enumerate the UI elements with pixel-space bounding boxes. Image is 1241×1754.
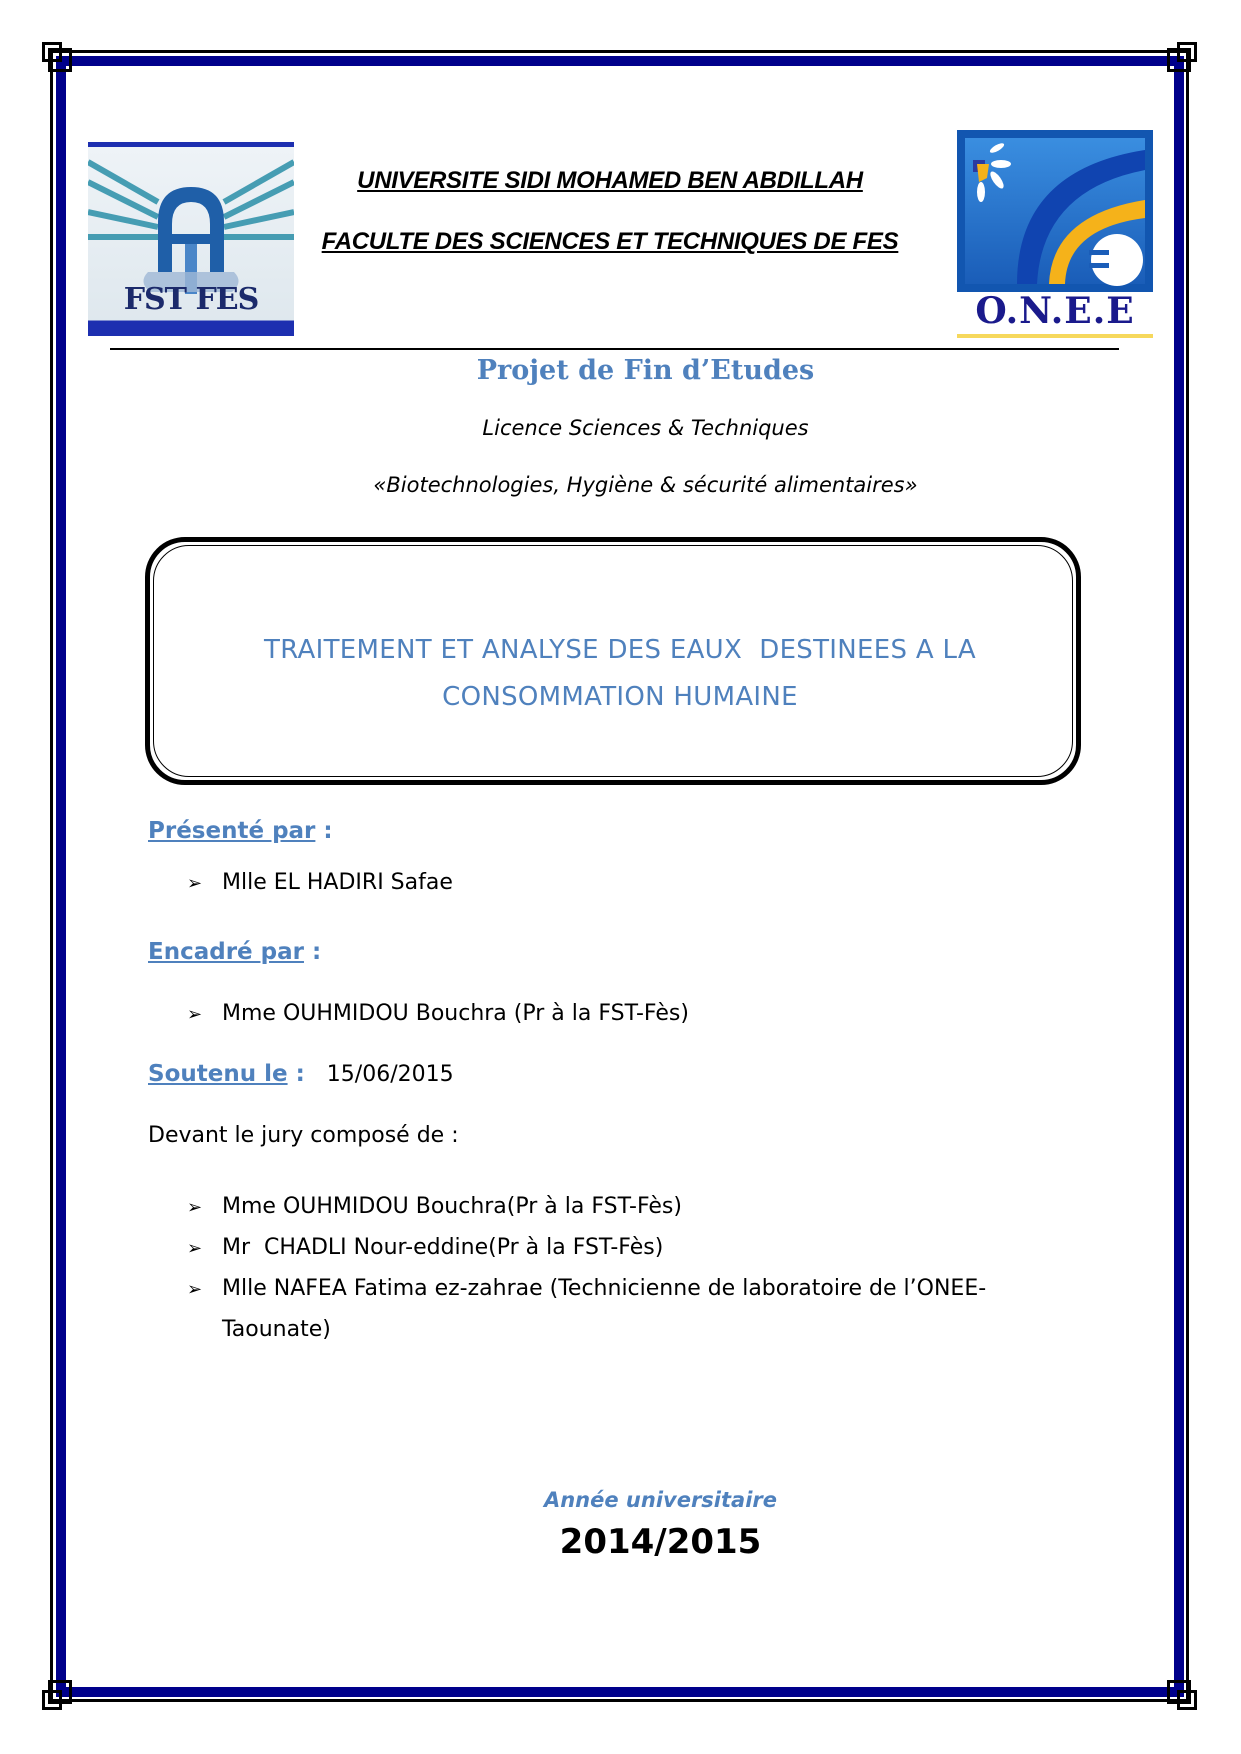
arrow-bullet-icon: ➢	[187, 1197, 203, 1218]
jury-member-name: Mme OUHMIDOU Bouchra(Pr à la FST-Fès)	[222, 1194, 682, 1219]
presented-by-label	[148, 818, 333, 844]
presented-by-text: Présenté par	[148, 818, 316, 844]
presented-by-colon: :	[323, 818, 333, 844]
jury-member-continuation: Taounate)	[222, 1317, 331, 1342]
jury-member-name: Mlle NAFEA Fatima ez-zahrae (Technicienne de laboratoire de l’ONEE-	[222, 1276, 987, 1301]
degree-label: Licence Sciences & Techniques	[482, 416, 809, 440]
onee-logo	[957, 100, 1153, 340]
border-corner-ornament	[1177, 42, 1197, 62]
jury-member	[187, 1228, 986, 1269]
border-corner-ornament	[42, 1690, 62, 1710]
fst-fes-logo	[88, 142, 294, 336]
thesis-title	[160, 627, 1080, 721]
onee-logo-underline	[957, 334, 1153, 338]
jury-member	[187, 1269, 986, 1310]
arrow-bullet-icon: ➢	[187, 1004, 203, 1025]
faculty-name: FACULTE DES SCIENCES ET TECHNIQUES DE FES	[321, 228, 899, 255]
jury-member-name: Mr CHADLI Nour-eddine(Pr à la FST-Fès)	[222, 1235, 664, 1260]
arrow-bullet-icon: ➢	[187, 1238, 203, 1259]
supervisor-item	[187, 1001, 689, 1026]
thesis-title-line-2: CONSOMMATION HUMAINE	[442, 682, 798, 712]
presenter-item	[187, 870, 453, 895]
jury-list	[187, 1187, 986, 1350]
arrow-bullet-icon: ➢	[187, 873, 203, 894]
border-corner-ornament	[42, 42, 62, 62]
academic-year-label: Année universitaire	[543, 1488, 778, 1512]
thesis-title-line-1: TRAITEMENT ET ANALYSE DES EAUX DESTINEES A LA	[264, 635, 976, 665]
academic-year-value: 2014/2015	[559, 1522, 762, 1562]
defense-label	[148, 1061, 305, 1087]
defense-date: 15/06/2015	[326, 1062, 454, 1087]
fst-logo-text: FST FES	[123, 282, 259, 317]
university-name: UNIVERSITE SIDI MOHAMED BEN ABDILLAH	[357, 167, 863, 194]
defense-colon: :	[295, 1061, 305, 1087]
specialty-label: «Biotechnologies, Hygiène & sécurité alimentaires»	[373, 473, 918, 497]
jury-intro: Devant le jury composé de :	[148, 1123, 459, 1148]
header-divider	[110, 348, 1119, 350]
onee-logo-text: O.N.E.E	[975, 290, 1135, 332]
supervised-by-text: Encadré par	[148, 939, 304, 965]
project-type-heading: Projet de Fin d’Etudes	[476, 355, 815, 386]
arrow-bullet-icon: ➢	[187, 1279, 203, 1300]
presenter-name: Mlle EL HADIRI Safae	[222, 870, 453, 895]
supervised-by-colon: :	[312, 939, 322, 965]
supervised-by-label	[148, 939, 321, 965]
border-corner-ornament	[1177, 1690, 1197, 1710]
defense-label-text: Soutenu le	[148, 1061, 288, 1087]
defense-date-row	[148, 1061, 454, 1087]
jury-member	[187, 1187, 986, 1228]
supervisor-name: Mme OUHMIDOU Bouchra (Pr à la FST-Fès)	[222, 1001, 689, 1026]
